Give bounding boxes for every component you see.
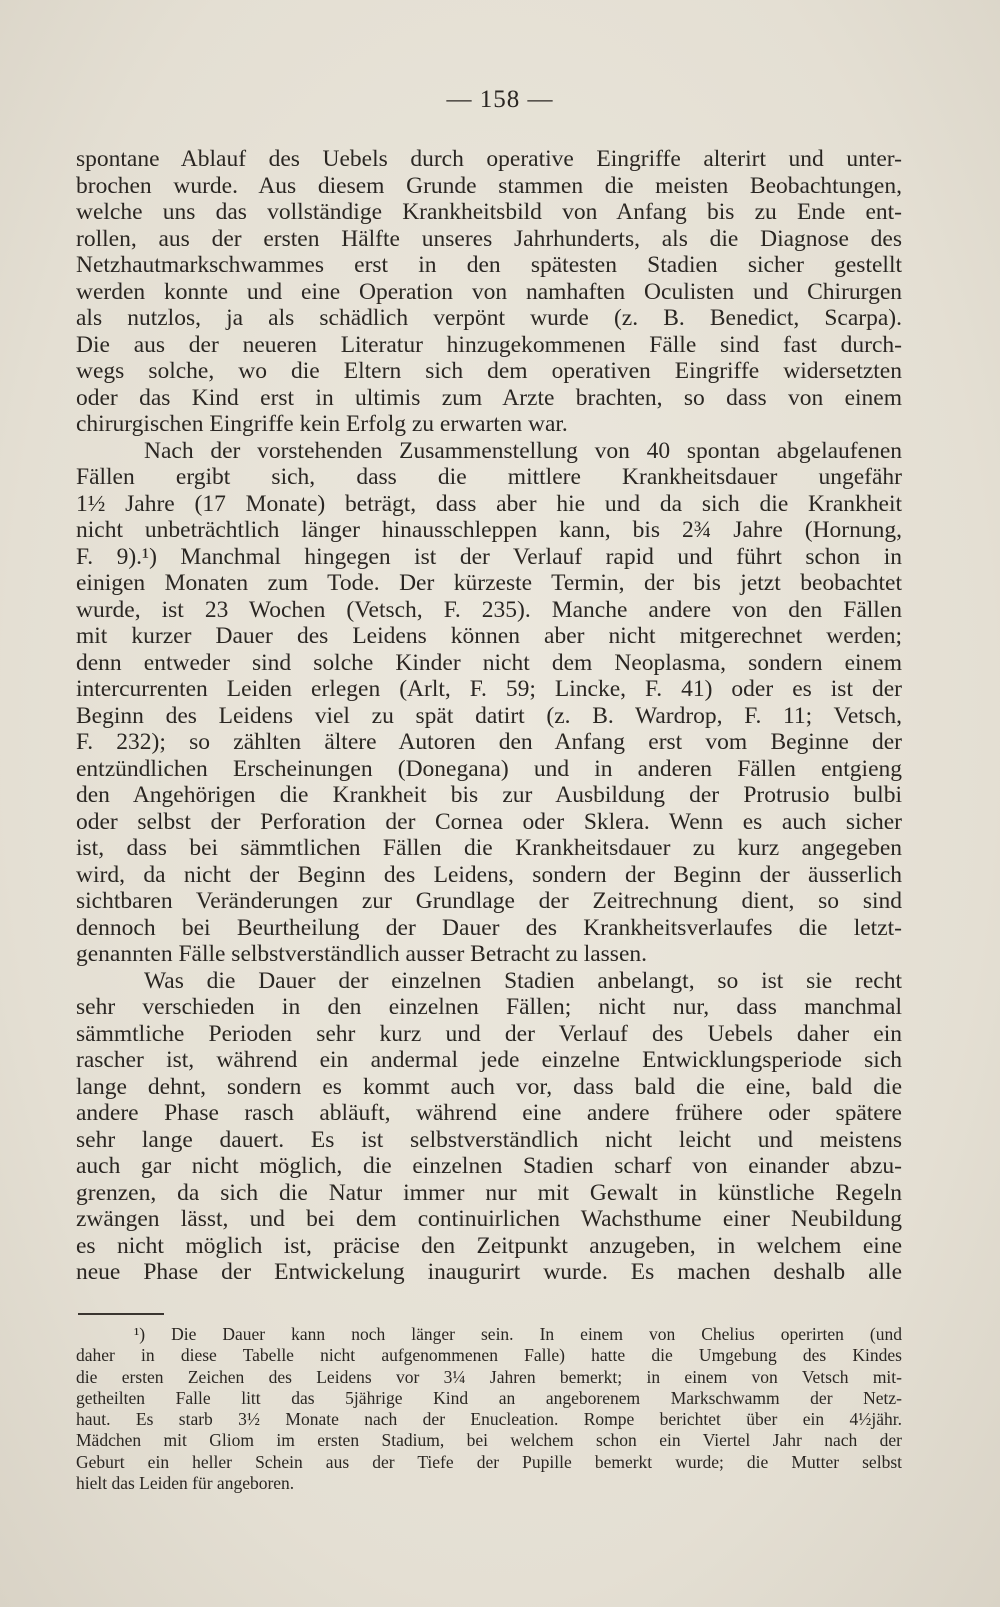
text-line: Die aus der neueren Literatur hinzugekommenen Fälle sind fast durch-	[76, 331, 902, 358]
text-line: einigen Monaten zum Tode. Der kürzeste Termin, der bis jetzt beobachtet	[76, 570, 902, 596]
text-line: intercurrenten Leiden erlegen (Arlt, F. 59; Lincke, F. 41) oder es ist der	[76, 676, 902, 702]
text-line: sehr verschieden in den einzelnen Fällen; nicht nur, dass manchmal	[76, 994, 902, 1020]
text-line: oder selbst der Perforation der Cornea oder Sklera. Wenn es auch sicher	[76, 808, 902, 835]
text-line: F. 9).¹) Manchmal hingegen ist der Verlauf rapid und führt schon in	[76, 543, 902, 570]
footnote-line: Geburt ein heller Schein aus der Tiefe der Pupille bemerkt wurde; die Mutter selbst	[76, 1451, 902, 1472]
text-line: sichtbaren Veränderungen zur Grundlage der Zeitrechnung dient, so sind	[76, 888, 902, 914]
text-line: nicht unbeträchtlich länger hinausschleppen kann, bis 2¾ Jahre (Hornung,	[76, 517, 902, 543]
text-line: wurde, ist 23 Wochen (Vetsch, F. 235). Manche andere von den Fällen	[76, 596, 902, 623]
text-line: spontane Ablauf des Uebels durch operative Eingriffe alterirt und unter-	[76, 146, 902, 172]
text-line: sämmtliche Perioden sehr kurz und der Verlauf des Uebels daher ein	[76, 1020, 902, 1047]
text-line: grenzen, da sich die Natur immer nur mit Gewalt in künstliche Regeln	[76, 1179, 902, 1206]
text-line: sehr lange dauert. Es ist selbstverständlich nicht leicht und meistens	[76, 1126, 902, 1153]
footnote-line: hielt das Leiden für angeboren.	[76, 1473, 295, 1494]
footnote-line: ¹) Die Dauer kann noch länger sein. In einem von Chelius operirten (und	[134, 1324, 902, 1344]
text-line: werden konnte und eine Operation von namhaften Oculisten und Chirurgen	[76, 278, 902, 305]
footnote-divider	[78, 1313, 164, 1315]
text-line: wegs solche, wo die Eltern sich dem operativen Eingriffe widersetzten	[76, 358, 902, 384]
text-line: Netzhautmarkschwammes erst in den spätesten Stadien sicher gestellt	[76, 252, 902, 278]
footnote-line: Mädchen mit Gliom im ersten Stadium, bei welchem schon ein Viertel Jahr nach der	[76, 1430, 902, 1451]
text-line: Beginn des Leidens viel zu spät datirt (z. B. Wardrop, F. 11; Vetsch,	[76, 702, 902, 729]
text-line: Fällen ergibt sich, dass die mittlere Krankheitsdauer ungefähr	[76, 464, 902, 490]
text-line: chirurgischen Eingriffe kein Erfolg zu erwarten war.	[76, 411, 568, 437]
text-line: dennoch bei Beurtheilung der Dauer des Krankheitsverlaufes die letzt-	[76, 914, 902, 941]
text-line: entzündlichen Erscheinungen (Donegana) und in anderen Fällen entgieng	[76, 755, 902, 782]
text-line: ist, dass bei sämmtlichen Fällen die Krankheitsdauer zu kurz angegeben	[76, 835, 902, 861]
text-line: rascher ist, während ein andermal jede einzelne Entwicklungsperiode sich	[76, 1047, 902, 1073]
text-line: Was die Dauer der einzelnen Stadien anbelangt, so ist sie recht	[144, 967, 902, 994]
text-line: oder das Kind erst in ultimis zum Arzte brachten, so dass von einem	[76, 384, 902, 411]
text-line: wird, da nicht der Beginn des Leidens, sondern der Beginn der äusserlich	[76, 861, 902, 888]
text-line: neue Phase der Entwickelung inaugurirt wurde. Es machen deshalb alle	[76, 1259, 902, 1285]
footnote-line: getheilten Falle litt das 5jährige Kind an angeborenem Markschwamm der Netz-	[76, 1387, 902, 1408]
text-line: den Angehörigen die Krankheit bis zur Ausbildung der Protrusio bulbi	[76, 782, 902, 808]
text-line: Nach der vorstehenden Zusammenstellung von 40 spontan abgelaufenen	[144, 437, 902, 464]
text-line: brochen wurde. Aus diesem Grunde stammen die meisten Beobachtungen,	[76, 172, 902, 199]
text-line: welche uns das vollständige Krankheitsbild von Anfang bis zu Ende ent-	[76, 199, 902, 225]
text-line: mit kurzer Dauer des Leidens können aber nicht mitgerechnet werden;	[76, 623, 902, 649]
text-line: zwängen lässt, und bei dem continuirlichen Wachsthume einer Neubildung	[76, 1206, 902, 1232]
footnote-line: daher in diese Tabelle nicht aufgenommenen Falle) hatte die Umgebung des Kindes	[76, 1345, 902, 1366]
text-line: rollen, aus der ersten Hälfte unseres Jahrhunderts, als die Diagnose des	[76, 225, 902, 252]
text-line: lange dehnt, sondern es kommt auch vor, dass bald die eine, bald die	[76, 1073, 902, 1100]
text-line: es nicht möglich ist, präcise den Zeitpunkt anzugeben, in welchem eine	[76, 1232, 902, 1259]
page-number: — 158 —	[446, 86, 554, 113]
text-line: 1½ Jahre (17 Monate) beträgt, dass aber hie und da sich die Krankheit	[76, 490, 902, 517]
text-line: auch gar nicht möglich, die einzelnen Stadien scharf von einander abzu-	[76, 1153, 902, 1179]
footnotes	[76, 1324, 902, 1494]
text-line: denn entweder sind solche Kinder nicht dem Neoplasma, sondern einem	[76, 649, 902, 676]
body-text	[76, 146, 902, 1286]
footnote-line: die ersten Zeichen des Leidens vor 3¼ Jahren bemerkt; in einem von Vetsch mit-	[76, 1366, 902, 1387]
text-line: als nutzlos, ja als schädlich verpönt wurde (z. B. Benedict, Scarpa).	[76, 305, 902, 331]
text-line: andere Phase rasch abläuft, während eine andere frühere oder spätere	[76, 1100, 902, 1126]
text-line: genannten Fälle selbstverständlich ausser Betracht zu lassen.	[76, 941, 647, 967]
footnote-line: haut. Es starb 3½ Monate nach der Enucleation. Rompe berichtet über ein 4½jähr.	[76, 1409, 902, 1430]
text-line: F. 232); so zählten ältere Autoren den Anfang erst vom Beginne der	[76, 729, 902, 755]
